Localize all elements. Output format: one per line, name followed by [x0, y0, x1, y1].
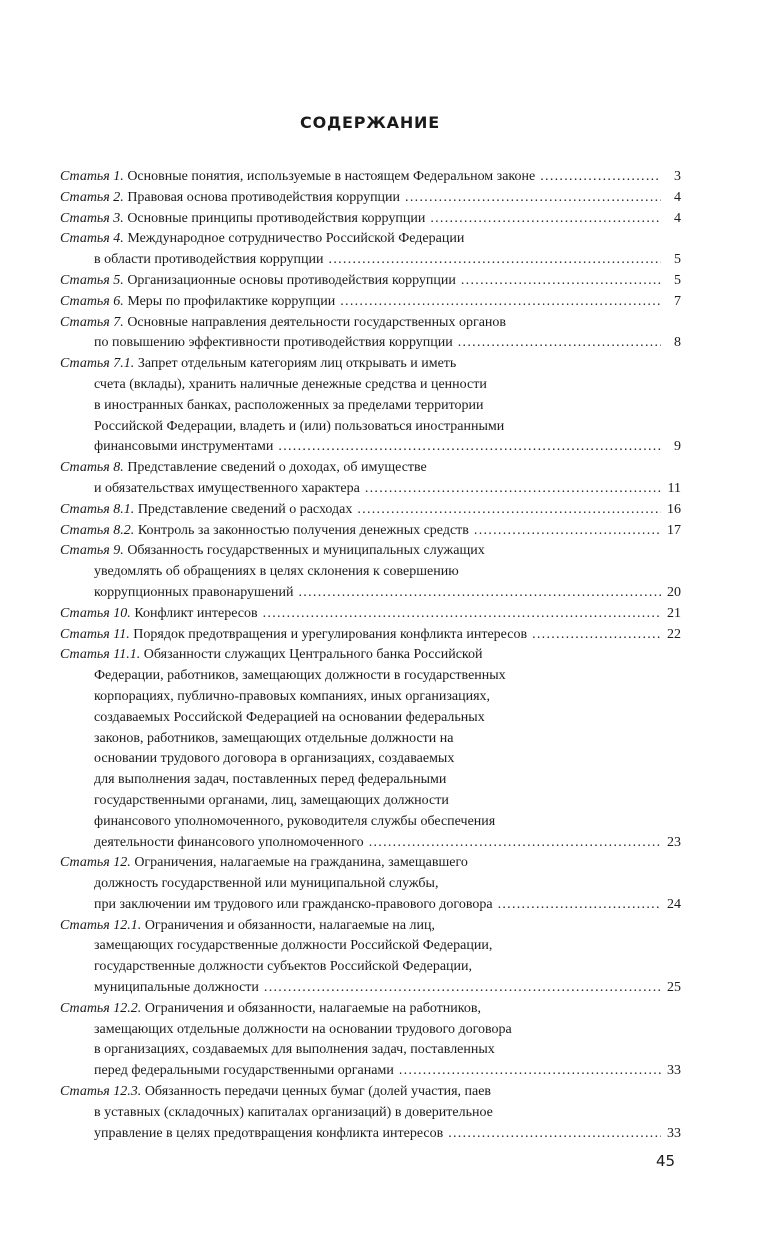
dot-leader	[540, 167, 661, 188]
toc-entry-title: Меры по профилактике коррупции	[127, 293, 336, 309]
toc-entry-text	[60, 209, 425, 230]
toc-entry-text	[60, 604, 258, 625]
toc-entry-title: при заключении им трудового или гражданско-правового договора	[94, 896, 493, 912]
dot-leader	[458, 333, 661, 354]
toc-entry-title: и обязательствах имущественного характера	[94, 480, 360, 496]
dot-leader	[340, 292, 661, 313]
toc-page-number: 33	[667, 1125, 681, 1141]
toc-entry-text	[60, 167, 535, 188]
dot-leader	[365, 479, 661, 500]
dot-leader	[369, 833, 661, 854]
table-of-contents	[60, 167, 681, 1144]
toc-entry-line	[60, 999, 681, 1020]
toc-entry-text	[60, 292, 335, 313]
dot-leader	[532, 625, 661, 646]
toc-article-label: Статья 5.	[60, 272, 124, 288]
toc-entry-line	[60, 333, 681, 354]
toc-article-label: Статья 12.1.	[60, 917, 142, 933]
toc-entry	[60, 167, 681, 188]
toc-article-label: Статья 12.2.	[60, 1000, 142, 1016]
toc-entry-text	[94, 772, 446, 787]
toc-entry-line	[60, 1124, 681, 1145]
toc-entry-title: Федерации, работников, замещающих должности в государственных	[94, 668, 506, 684]
toc-entry-text	[94, 333, 453, 354]
toc-entry-text	[94, 895, 493, 916]
dot-leader	[405, 188, 661, 209]
toc-entry-line	[60, 916, 681, 937]
toc-page-number: 5	[674, 252, 681, 268]
toc-entry-title: Основные принципы противодействия коррупции	[127, 210, 426, 226]
page-number: 45	[656, 1152, 676, 1170]
toc-page-number: 8	[674, 335, 681, 351]
toc-entry-title: государственные должности субъектов Российской Федерации,	[94, 959, 473, 975]
toc-entry-line	[60, 562, 681, 583]
toc-article-label: Статья 9.	[60, 543, 124, 559]
toc-entry-title: перед федеральными государственными органами	[94, 1063, 394, 1079]
toc-page-number: 21	[667, 605, 681, 621]
toc-entry-line	[60, 500, 681, 521]
dot-leader	[264, 978, 661, 999]
toc-entry	[60, 229, 681, 271]
toc-entry-text	[94, 419, 504, 434]
toc-entry-text	[60, 460, 427, 475]
toc-page-number: 24	[667, 896, 681, 912]
toc-page-number: 4	[674, 189, 681, 205]
toc-entry-text	[94, 731, 453, 746]
toc-entry-title: уведомлять об обращениях в целях склонения к совершению	[94, 564, 459, 580]
toc-entry-title: Ограничения и обязанности, налагаемые на работников,	[144, 1000, 481, 1016]
toc-entry-line	[60, 209, 681, 230]
toc-page-number: 23	[667, 834, 681, 850]
toc-entry	[60, 853, 681, 915]
toc-entry-line	[60, 666, 681, 687]
toc-entry-text	[94, 751, 454, 766]
toc-entry-line	[60, 250, 681, 271]
toc-entry-title: в иностранных банках, расположенных за пределами территории	[94, 397, 484, 413]
toc-entry-text	[94, 876, 438, 891]
toc-entry-line	[60, 521, 681, 542]
toc-page-number: 3	[674, 169, 681, 184]
toc-page-number: 4	[674, 210, 681, 226]
toc-page-number: 16	[667, 501, 681, 517]
toc-entry	[60, 188, 681, 209]
toc-entry-text	[94, 583, 294, 604]
toc-entry-title: в области противодействия коррупции	[94, 252, 324, 268]
toc-page-number: 25	[667, 980, 681, 996]
toc-entry-line	[60, 1061, 681, 1082]
toc-entry-line	[60, 936, 681, 957]
toc-entry-line	[60, 833, 681, 854]
toc-entry-text	[60, 543, 485, 558]
toc-article-label: Статья 8.2.	[60, 522, 135, 538]
toc-entry-title: корпорациях, публично-правовых компаниях, иных организациях,	[94, 688, 491, 704]
toc-article-label: Статья 12.	[60, 855, 131, 871]
toc-entry-title: коррупционных правонарушений	[94, 584, 294, 600]
toc-entry-line	[60, 812, 681, 833]
dot-leader	[299, 583, 662, 604]
toc-entry-line	[60, 541, 681, 562]
toc-entry-title: Основные понятия, используемые в настоящем Федеральном законе	[127, 169, 536, 184]
dot-leader	[357, 500, 661, 521]
toc-entry	[60, 916, 681, 999]
toc-entry-text	[60, 1001, 481, 1016]
toc-entry-title: Порядок предотвращения и урегулирования конфликта интересов	[133, 626, 528, 642]
toc-entry-line	[60, 375, 681, 396]
toc-entry-line	[60, 625, 681, 646]
toc-entry-text	[94, 959, 472, 974]
toc-page-number: 22	[667, 626, 681, 642]
toc-entry-line	[60, 604, 681, 625]
toc-entry-title: создаваемых Российской Федерацией на основании федеральных	[94, 709, 485, 725]
toc-entry-text	[60, 315, 506, 330]
toc-entry-text	[60, 1084, 491, 1099]
toc-entry-title: замещающих отдельные должности на основании трудового договора	[94, 1021, 512, 1037]
toc-article-label: Статья 6.	[60, 293, 124, 309]
toc-entry-line	[60, 167, 681, 188]
toc-page-number: 17	[667, 522, 681, 538]
toc-entry-title: Обязанность государственных и муниципальных служащих	[127, 543, 485, 559]
toc-entry-line	[60, 749, 681, 770]
toc-entry-text	[60, 918, 435, 933]
toc-entry	[60, 313, 681, 355]
toc-entry-title: для выполнения задач, поставленных перед федеральными	[94, 772, 447, 788]
dot-leader	[474, 521, 661, 542]
toc-entry-text	[94, 793, 449, 808]
toc-entry-text	[94, 564, 459, 579]
toc-article-label: Статья 11.	[60, 626, 130, 642]
toc-entry-title: должность государственной или муниципальной службы,	[94, 876, 439, 892]
toc-entry-text	[60, 647, 483, 662]
toc-entry-title: в уставных (складочных) капиталах организаций) в доверительное	[94, 1104, 493, 1120]
toc-entry-title: Запрет отдельным категориям лиц открывать и иметь	[137, 356, 457, 372]
toc-page-number: 11	[667, 480, 681, 496]
toc-entry-text	[94, 689, 490, 704]
toc-entry-title: в организациях, создаваемых для выполнения задач, поставленных	[94, 1042, 495, 1058]
dot-leader	[329, 250, 661, 271]
toc-entry	[60, 999, 681, 1082]
toc-entry-text	[94, 437, 273, 458]
toc-entry	[60, 458, 681, 500]
toc-article-label: Статья 1.	[60, 169, 124, 184]
dot-leader	[399, 1061, 661, 1082]
dot-leader	[430, 209, 661, 230]
toc-entry-line	[60, 687, 681, 708]
toc-entry-title: основании трудового договора в организациях, создаваемых	[94, 751, 455, 767]
toc-entry-line	[60, 729, 681, 750]
toc-entry	[60, 604, 681, 625]
toc-entry-text	[94, 398, 484, 413]
toc-entry-line	[60, 853, 681, 874]
toc-entry-title: Организационные основы противодействия коррупции	[127, 272, 456, 288]
toc-entry	[60, 271, 681, 292]
dot-leader	[263, 604, 661, 625]
toc-entry-title: государственными органами, лиц, замещающих должности	[94, 792, 449, 808]
toc-entry-line	[60, 437, 681, 458]
toc-article-label: Статья 7.	[60, 314, 124, 330]
toc-article-label: Статья 7.1.	[60, 356, 135, 372]
toc-entry-text	[94, 1042, 495, 1057]
toc-entry-text	[94, 1105, 493, 1120]
toc-entry-title: Представление сведений о доходах, об имуществе	[127, 460, 427, 476]
toc-entry-text	[94, 978, 259, 999]
toc-entry-line	[60, 895, 681, 916]
toc-entry	[60, 625, 681, 646]
toc-entry-line	[60, 292, 681, 313]
toc-article-label: Статья 8.	[60, 460, 124, 476]
toc-entry-line	[60, 458, 681, 479]
toc-entry-line	[60, 188, 681, 209]
toc-article-label: Статья 10.	[60, 605, 131, 621]
toc-article-label: Статья 8.1.	[60, 501, 135, 517]
toc-entry	[60, 354, 681, 458]
dot-leader	[278, 437, 661, 458]
toc-entry-line	[60, 396, 681, 417]
toc-entry-title: деятельности финансового уполномоченного	[94, 834, 364, 850]
toc-entry-line	[60, 957, 681, 978]
toc-entry-line	[60, 791, 681, 812]
toc-entry-title: Ограничения, налагаемые на гражданина, замещавшего	[134, 855, 468, 871]
toc-entry	[60, 645, 681, 853]
dot-leader	[461, 271, 661, 292]
toc-page-number: 20	[667, 584, 681, 600]
toc-entry-text	[60, 271, 456, 292]
toc-entry-text	[94, 1061, 394, 1082]
toc-article-label: Статья 3.	[60, 210, 124, 226]
toc-entry-text	[94, 1022, 512, 1037]
toc-entry-title: муниципальные должности	[94, 980, 259, 996]
toc-entry-line	[60, 229, 681, 250]
toc-entry-line	[60, 583, 681, 604]
toc-entry-text	[94, 814, 495, 829]
toc-entry-title: по повышению эффективности противодействия коррупции	[94, 335, 453, 351]
toc-entry	[60, 292, 681, 313]
toc-entry-line	[60, 479, 681, 500]
toc-entry-title: Российской Федерации, владеть и (или) пользоваться иностранными	[94, 418, 505, 434]
toc-entry-line	[60, 1040, 681, 1061]
toc-article-label: Статья 11.1.	[60, 647, 141, 663]
toc-entry-text	[94, 250, 324, 271]
toc-entry-title: управление в целях предотвращения конфликта интересов	[94, 1125, 444, 1141]
toc-entry-line	[60, 354, 681, 375]
toc-entry-text	[94, 377, 487, 392]
toc-entry	[60, 521, 681, 542]
toc-entry-line	[60, 770, 681, 791]
toc-entry-text	[60, 500, 352, 521]
toc-entry-text	[60, 521, 469, 542]
toc-entry-title: Обязанность передачи ценных бумаг (долей участия, паев	[144, 1084, 492, 1100]
toc-article-label: Статья 4.	[60, 231, 124, 247]
toc-entry-text	[94, 938, 492, 953]
toc-entry-text	[94, 668, 506, 683]
toc-entry-text	[60, 231, 464, 246]
toc-entry-line	[60, 708, 681, 729]
toc-entry-line	[60, 1103, 681, 1124]
toc-page-number: 33	[667, 1063, 681, 1079]
toc-entry-text	[94, 479, 360, 500]
toc-entry	[60, 1082, 681, 1144]
toc-entry-text	[60, 188, 400, 209]
toc-article-label: Статья 12.3.	[60, 1084, 142, 1100]
page-title: СОДЕРЖАНИЕ	[300, 113, 440, 132]
toc-article-label: Статья 2.	[60, 189, 124, 205]
toc-entry	[60, 541, 681, 603]
toc-entry-title: финансовыми инструментами	[94, 439, 274, 455]
toc-entry-title: счета (вклады), хранить наличные денежные средства и ценности	[94, 376, 487, 392]
toc-entry-title: Ограничения и обязанности, налагаемые на лиц,	[144, 917, 436, 933]
dot-leader	[448, 1124, 661, 1145]
toc-entry-title: Конфликт интересов	[134, 605, 258, 621]
toc-entry-text	[60, 356, 456, 371]
toc-entry-title: Представление сведений о расходах	[137, 501, 353, 517]
toc-entry-line	[60, 271, 681, 292]
toc-entry-line	[60, 978, 681, 999]
toc-entry-text	[60, 855, 468, 870]
toc-entry	[60, 500, 681, 521]
toc-page-number: 7	[674, 293, 681, 309]
toc-entry-text	[60, 625, 527, 646]
toc-entry-title: Контроль за законностью получения денежных средств	[137, 522, 469, 538]
toc-entry-title: Обязанности служащих Центрального банка Российской	[143, 647, 483, 663]
toc-entry-text	[94, 710, 485, 725]
toc-entry-line	[60, 313, 681, 334]
toc-entry-title: законов, работников, замещающих отдельные должности на	[94, 730, 454, 746]
toc-entry-title: Международное сотрудничество Российской Федерации	[127, 231, 465, 247]
toc-entry-title: Правовая основа противодействия коррупции	[127, 189, 401, 205]
toc-entry-line	[60, 874, 681, 895]
toc-entry-title: замещающих государственные должности Российской Федерации,	[94, 938, 493, 954]
toc-entry-line	[60, 645, 681, 666]
toc-entry-text	[94, 1124, 443, 1145]
toc-page-number: 9	[674, 439, 681, 455]
toc-entry-line	[60, 1082, 681, 1103]
toc-entry	[60, 209, 681, 230]
toc-page-number: 5	[674, 272, 681, 288]
toc-entry-text	[94, 833, 364, 854]
toc-entry-line	[60, 1020, 681, 1041]
toc-entry-line	[60, 417, 681, 438]
dot-leader	[498, 895, 661, 916]
toc-entry-title: финансового уполномоченного, руководителя службы обеспечения	[94, 813, 496, 829]
toc-entry-title: Основные направления деятельности государственных органов	[127, 314, 507, 330]
